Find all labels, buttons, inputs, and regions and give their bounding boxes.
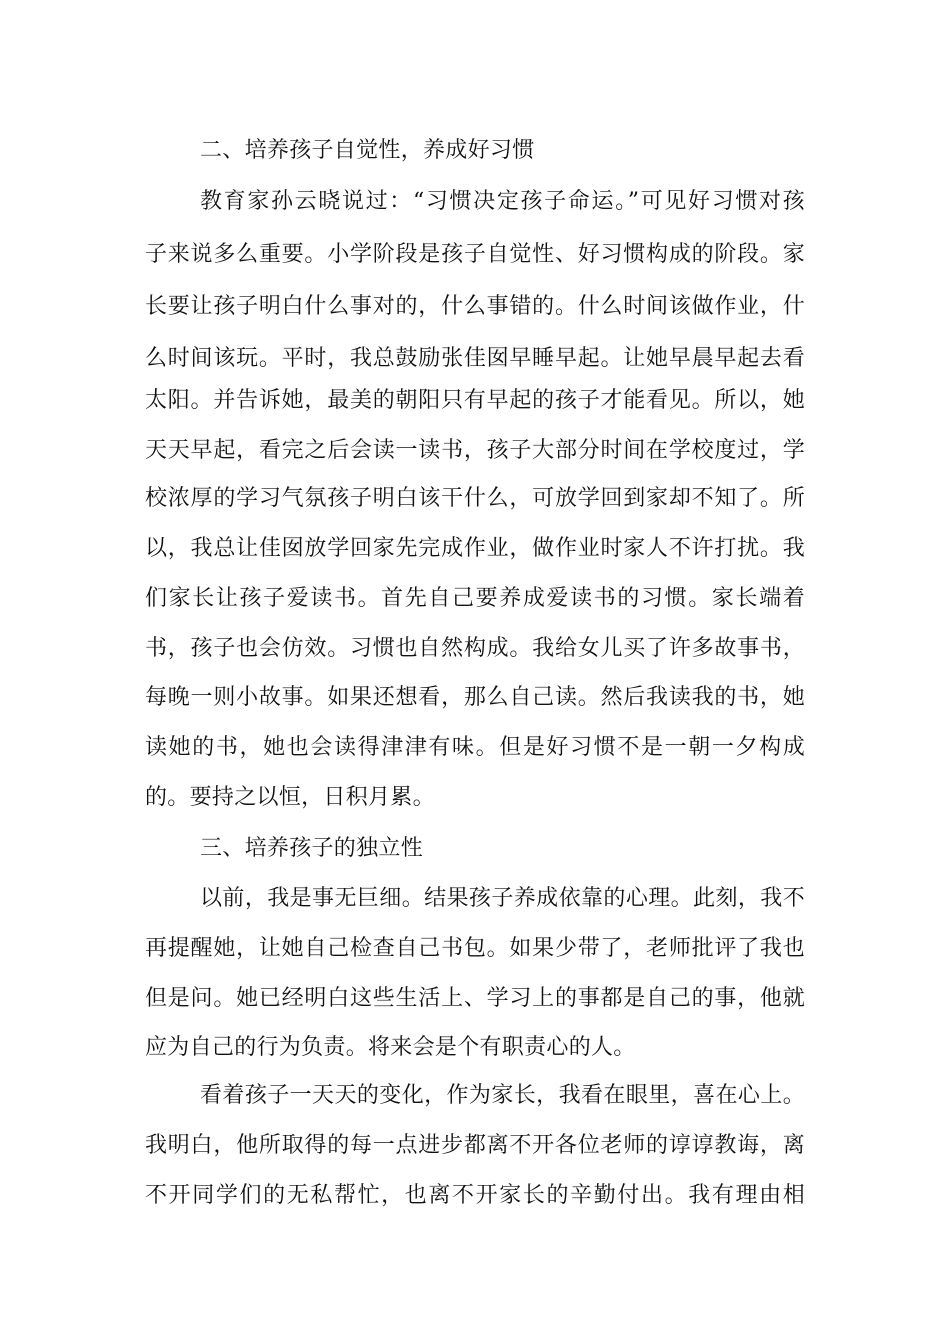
paragraph-line: 子来说多么重要。小学阶段是孩子自觉性、好习惯构成的阶段。家 xyxy=(145,242,805,267)
paragraph-line: 再提醒她，让她自己检查自己书包。如果少带了，老师批评了我也 xyxy=(145,936,805,961)
paragraph-line: 校浓厚的学习气氛孩子明白该干什么，可放学回到家却不知了。所 xyxy=(145,486,805,511)
paragraph-line: 以，我总让佳囡放学回家先完成作业，做作业时家人不许打扰。我 xyxy=(145,536,805,561)
paragraph-line: 不开同学们的无私帮忙，也离不开家长的辛勤付出。我有理由相 xyxy=(145,1183,805,1208)
paragraph-line: 书，孩子也会仿效。习惯也自然构成。我给女儿买了许多故事书， xyxy=(145,636,805,661)
paragraph-line: 但是问。她已经明白这些生活上、学习上的事都是自己的事，他就 xyxy=(145,986,805,1011)
paragraph-line: 看着孩子一天天的变化，作为家长，我看在眼里，喜在心上。 xyxy=(200,1083,805,1108)
section-heading-2: 二、培养孩子自觉性，养成好习惯 xyxy=(200,138,535,163)
paragraph-line: 以前，我是事无巨细。结果孩子养成依靠的心理。此刻，我不 xyxy=(200,886,805,911)
paragraph-line: 读她的书，她也会读得津津有味。但是好习惯不是一朝一夕构成 xyxy=(145,735,805,760)
paragraph-line: 教育家孙云晓说过：“习惯决定孩子命运。”可见好习惯对孩 xyxy=(200,189,805,214)
paragraph-line: 天天早起，看完之后会读一读书，孩子大部分时间在学校度过，学 xyxy=(145,438,805,463)
paragraph-line: 每晚一则小故事。如果还想看，那么自己读。然后我读我的书，她 xyxy=(145,685,805,710)
paragraph-line: 们家长让孩子爱读书。首先自己要养成爱读书的习惯。家长端着 xyxy=(145,586,805,611)
paragraph-line: 应为自己的行为负责。将来会是个有职责心的人。 xyxy=(145,1035,636,1060)
paragraph-line: 长要让孩子明白什么事对的，什么事错的。什么时间该做作业，什 xyxy=(145,294,805,319)
paragraph-line: 的。要持之以恒，日积月累。 xyxy=(145,785,435,810)
paragraph-line: 我明白，他所取得的每一点进步都离不开各位老师的谆谆教诲，离 xyxy=(145,1133,805,1158)
section-heading-3: 三、培养孩子的独立性 xyxy=(200,836,424,861)
paragraph-line: 么时间该玩。平时，我总鼓励张佳囡早睡早起。让她早晨早起去看 xyxy=(145,346,805,371)
paragraph-line: 太阳。并告诉她，最美的朝阳只有早起的孩子才能看见。所以，她 xyxy=(145,388,805,413)
